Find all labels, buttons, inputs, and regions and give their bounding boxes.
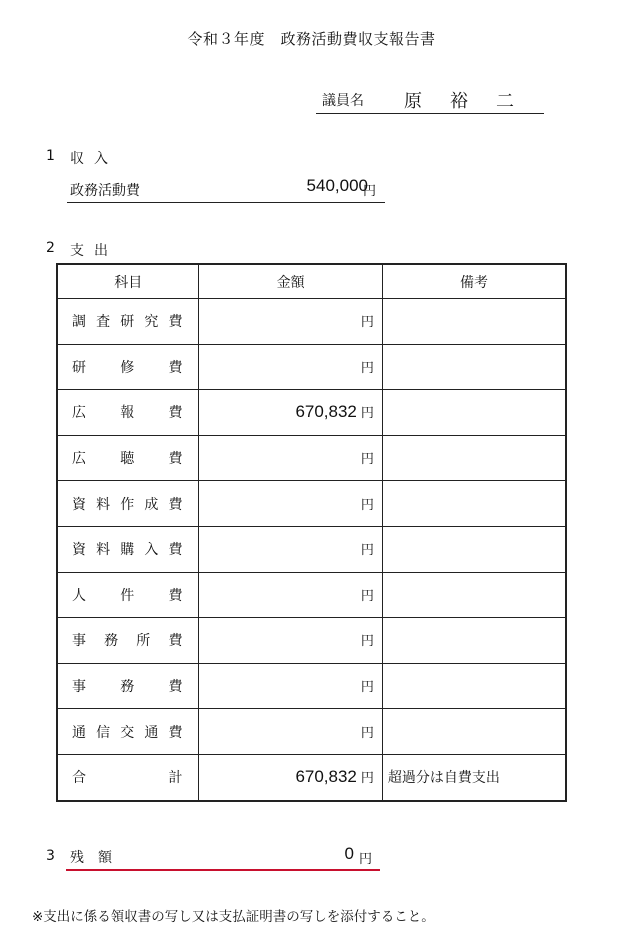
income-label: 政務活動費: [70, 183, 140, 199]
row-amount-cell: [199, 344, 382, 390]
row-remarks: [382, 390, 566, 436]
balance-amount: 0: [344, 844, 354, 863]
balance-underline: [66, 869, 380, 871]
row-remarks: [382, 663, 566, 709]
row-amount-cell: [199, 299, 382, 345]
row-item: 通信交通費: [57, 709, 199, 755]
row-item: 事務費: [57, 663, 199, 709]
footer-note: ※支出に係る領収書の写し又は支払証明書の写しを添付すること。: [32, 909, 435, 925]
table-row: [57, 299, 566, 345]
table-header-row: [57, 264, 566, 299]
table-row: [57, 435, 566, 481]
income-underline: [67, 202, 385, 203]
row-amount: 670,832: [295, 402, 357, 422]
row-item: 研修費: [57, 344, 199, 390]
row-remarks: 超過分は自費支出: [382, 754, 566, 800]
table-row: [57, 390, 566, 436]
row-remarks: [382, 572, 566, 618]
row-item: 調査研究費: [57, 299, 199, 345]
row-item: 人件費: [57, 572, 199, 618]
member-name-label: 議員名: [322, 93, 364, 109]
row-item: 事務所費: [57, 618, 199, 664]
row-remarks: [382, 618, 566, 664]
table-row: [57, 754, 566, 800]
row-amount-cell: [199, 481, 382, 527]
balance-unit: 円: [359, 852, 373, 867]
table-row: [57, 618, 566, 664]
row-unit: 円: [360, 725, 374, 741]
row-unit: 円: [360, 360, 374, 376]
row-amount-cell: [199, 663, 382, 709]
row-unit: 円: [360, 406, 374, 422]
expenditure-section-title: 支出: [70, 243, 118, 259]
income-section-title: 収入: [70, 151, 118, 167]
table-row: [57, 572, 566, 618]
row-unit: 円: [360, 588, 374, 604]
row-item: 資料作成費: [57, 481, 199, 527]
row-amount-cell: [199, 390, 382, 436]
row-unit: 円: [360, 771, 374, 787]
expenditure-table: [56, 263, 567, 802]
row-unit: 円: [360, 543, 374, 559]
row-unit: 円: [360, 452, 374, 468]
income-unit: 円: [363, 184, 377, 199]
row-unit: 円: [360, 634, 374, 650]
header-remarks: 備考: [382, 264, 566, 299]
row-item: 合計: [57, 754, 199, 800]
row-amount-cell: [199, 526, 382, 572]
header-item: 科目: [57, 264, 199, 299]
row-remarks: [382, 481, 566, 527]
row-remarks: [382, 526, 566, 572]
row-unit: 円: [360, 680, 374, 696]
row-amount: 670,832: [295, 767, 357, 787]
member-name-value: 原裕二: [404, 91, 542, 112]
member-name-underline: [316, 113, 544, 114]
row-item: 広報費: [57, 390, 199, 436]
row-item: 資料購入費: [57, 526, 199, 572]
row-unit: 円: [360, 497, 374, 513]
row-remarks: [382, 299, 566, 345]
income-section-number: 1: [46, 148, 55, 164]
row-amount-cell: [199, 435, 382, 481]
table-row: [57, 344, 566, 390]
table-row: [57, 526, 566, 572]
row-amount-cell: [199, 709, 382, 755]
row-remarks: [382, 435, 566, 481]
row-remarks: [382, 344, 566, 390]
balance-label: 残額: [70, 850, 126, 866]
header-amount: 金額: [199, 264, 382, 299]
income-amount: 540,000: [306, 176, 368, 195]
row-unit: 円: [360, 315, 374, 331]
balance-section-number: 3: [46, 848, 55, 864]
table-row: [57, 663, 566, 709]
expenditure-section-number: 2: [46, 240, 55, 256]
row-item: 広聴費: [57, 435, 199, 481]
table-row: [57, 481, 566, 527]
row-amount-cell: [199, 572, 382, 618]
document-title: 令和３年度 政務活動費収支報告書: [187, 30, 436, 48]
row-amount-cell: [199, 754, 382, 800]
row-remarks: [382, 709, 566, 755]
row-amount-cell: [199, 618, 382, 664]
table-row: [57, 709, 566, 755]
